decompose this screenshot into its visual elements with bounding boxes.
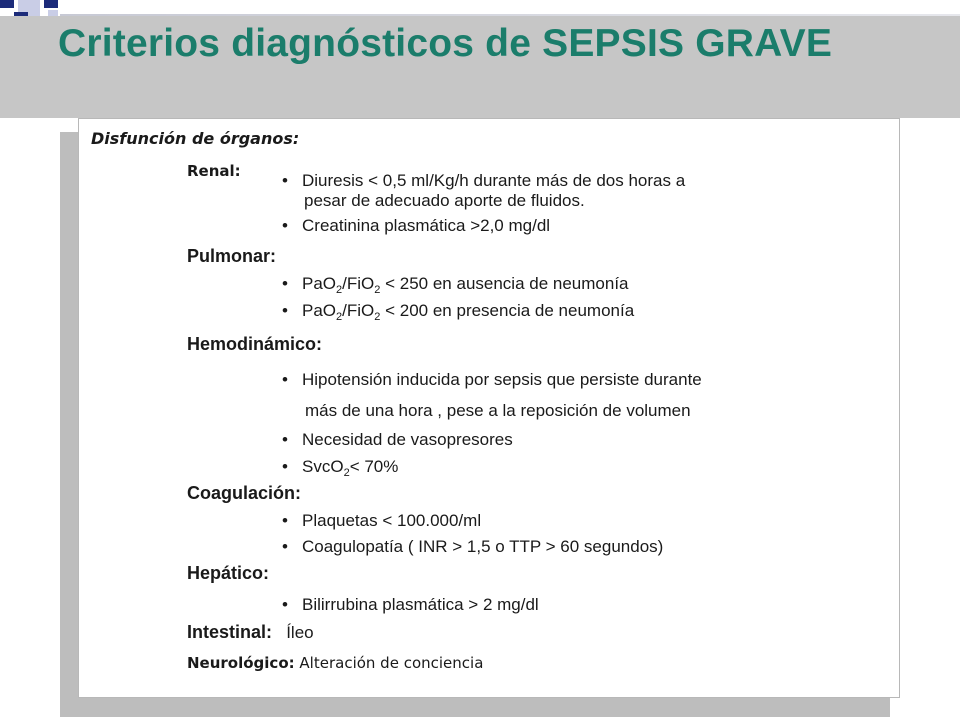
renal-label: Renal: (187, 162, 241, 180)
coagulacion-item-plaquetas: • Plaquetas < 100.000/ml (282, 511, 482, 530)
pulmonar-item-250: • PaO$_2$/FiO$_2$ < 250 en ausencia de neumonía (282, 274, 629, 296)
pulmonar-item-200: • PaO$_2$/FiO$_2$ < 200 en presencia de neumonía (282, 301, 635, 323)
decor-square (0, 0, 14, 8)
slide-title: Criterios diagnósticos de SEPSIS GRAVE (58, 22, 833, 65)
decor-square (44, 0, 58, 8)
neurologico-row: Neurológico: Alteración de conciencia (187, 654, 484, 672)
panel-heading: Disfunción de órganos: (91, 129, 300, 148)
hemodinamico-item-vasopresores: • Necesidad de vasopresores (282, 430, 513, 449)
coagulacion-label: Coagulación: (187, 483, 302, 503)
renal-item-creatinina: • Creatinina plasmática >2,0 mg/dl (282, 216, 551, 235)
content-panel (78, 118, 900, 698)
hemodinamico-label: Hemodinámico: (187, 334, 323, 354)
hemodinamico-item-hipotension: • Hipotensión inducida por sepsis que persiste durante (282, 370, 702, 389)
pulmonar-label: Pulmonar: (187, 246, 277, 266)
hemodinamico-item-svco2: • SvcO$_2$< 70% (282, 457, 399, 479)
renal-item-diuresis: • Diuresis < 0,5 ml/Kg/h durante más de dos horas a (282, 171, 686, 190)
hepatico-item-bilirrubina: • Bilirrubina plasmática > 2 mg/dl (282, 595, 539, 614)
hemodinamico-item-hipotension-cont: más de una hora , pese a la reposición de volumen (305, 401, 691, 420)
hepatico-label: Hepático: (187, 563, 270, 583)
intestinal-row: Intestinal: Íleo (187, 622, 314, 642)
coagulacion-item-coagulopatia: • Coagulopatía ( INR > 1,5 o TTP > 60 segundos) (282, 537, 664, 556)
renal-item-diuresis-cont: pesar de adecuado aporte de fluidos. (304, 191, 585, 210)
